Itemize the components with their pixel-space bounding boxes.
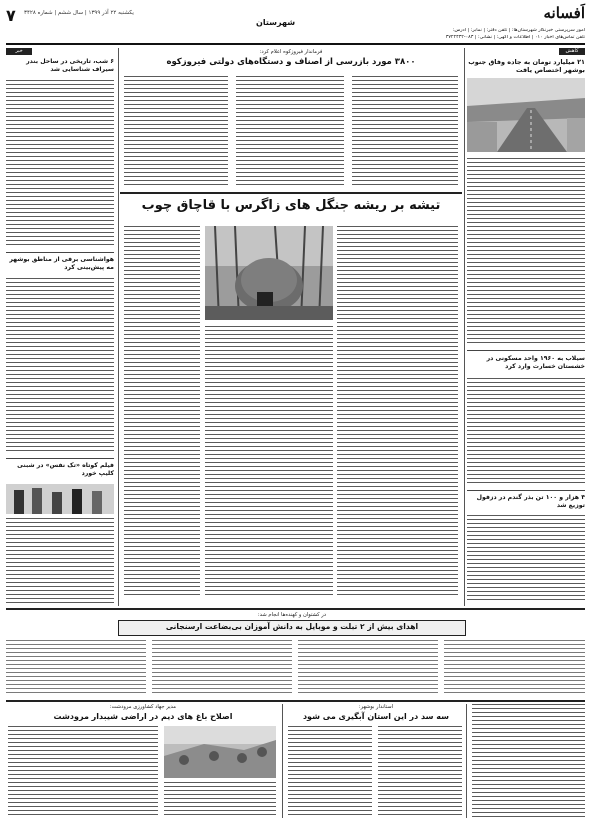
- article-kicker: فرماندار فیروزکوه اعلام کرد:: [259, 49, 323, 55]
- article-title-flood: سیلاب به ۱۹۶۰ واحد مسکونی در خشستان خسارت وارد کرد: [486, 355, 585, 371]
- section-name: شهرستان: [256, 18, 296, 27]
- article-title-wheat-seed: ۴ هزار و ۱۰۰ تن بذر گندم در دزفول توزیع شد: [476, 494, 585, 510]
- separator: [6, 252, 114, 253]
- article-body: [472, 704, 585, 818]
- road-photo: [467, 78, 585, 152]
- article-body: [288, 726, 372, 818]
- separator: [467, 490, 585, 491]
- header-rule: [6, 43, 585, 45]
- article-body: [298, 640, 438, 696]
- column-tag: خبر: [6, 48, 32, 55]
- main-headline: تیشه بر ریشه جنگل های زاگرس با قاچاق چوب: [141, 198, 441, 213]
- article-title-weather: هواشناسی برفی از مناطق بوشهر مه پیش‌بینی کرد: [9, 256, 114, 272]
- article-body: [352, 76, 458, 188]
- film-photo: [6, 484, 114, 514]
- article-body: [236, 76, 344, 188]
- article-title-orchards: اصلاح باغ های دیم در اراضی شیبدار مرودشت: [53, 712, 233, 721]
- article-body: [8, 726, 158, 818]
- separator: [6, 700, 585, 702]
- article-title-short-film: فیلم کوتاه «تک نفس» در شبنی کلیپ خورد: [17, 462, 114, 478]
- article-body: [205, 326, 333, 598]
- separator: [6, 608, 585, 610]
- column-divider: [464, 48, 465, 606]
- column-divider: [118, 48, 119, 606]
- column-divider: [282, 704, 283, 818]
- article-title-dams: سه سد در این استان آبگیری می شود: [302, 712, 450, 721]
- header-info-line: تلفن تماس‌های اخبار ۰۱۰ | اطلاعات و آگهی: | نشانی: | ۰۸۳-۳۷۲۲۴۳۲: [445, 35, 585, 40]
- header-info-line: امور سرپرستی خبرنگار شهرستان‌ها: | تلفن دفتر: | نمابر: | آدرس:: [452, 28, 585, 33]
- orchard-photo: [164, 726, 276, 778]
- separator: [120, 192, 462, 194]
- article-title-siraf: ۶ شب، تاریخی در ساحل بندر سیراف شناسایی شد: [26, 58, 114, 74]
- article-title-road-budget: ۲۱ میلیارد تومان به جاده وفاق جنوب بوشهر اختصاص یافت: [468, 58, 585, 75]
- column-divider: [466, 704, 467, 818]
- newspaper-logo: اَفسانه: [543, 4, 585, 22]
- article-body: [164, 782, 276, 818]
- article-kicker: در کشتوان و کهنده‌ها انجام شد:: [257, 612, 327, 618]
- article-body: [467, 515, 585, 603]
- date-line: یکشنبه ۲۲ آذر ۱۳۹۹ | سال ششم | شماره ۳۴۲۸: [24, 10, 134, 16]
- article-body: [467, 378, 585, 486]
- article-body: [124, 226, 200, 598]
- article-body: [444, 640, 585, 696]
- article-body: [6, 518, 114, 604]
- article-body: [6, 640, 146, 696]
- banner-headline: اهدای بیش از ۲ تبلت و موبایل به دانش آموزان بی‌بضاعت ارسنجانی: [165, 622, 419, 631]
- separator: [467, 350, 585, 351]
- article-kicker: مدیر جهاد کشاورزی مرودشت:: [109, 704, 177, 710]
- article-body: [467, 158, 585, 346]
- page-number: ۷: [6, 6, 16, 25]
- article-body: [6, 278, 114, 454]
- article-title-inspections: ۳۸۰۰ مورد بازرسی از اصناف و دستگاه‌های دولتی فیروزکوه: [166, 57, 416, 67]
- column-tag: کاهش: [559, 48, 585, 55]
- article-body: [124, 76, 228, 188]
- separator: [6, 458, 114, 459]
- masthead: [6, 4, 585, 42]
- article-body: [6, 80, 114, 248]
- article-body: [378, 726, 462, 818]
- article-kicker: استاندار بوشهر:: [358, 704, 394, 710]
- article-body: [152, 640, 292, 696]
- article-body: [337, 226, 458, 598]
- forest-photo: [205, 226, 333, 320]
